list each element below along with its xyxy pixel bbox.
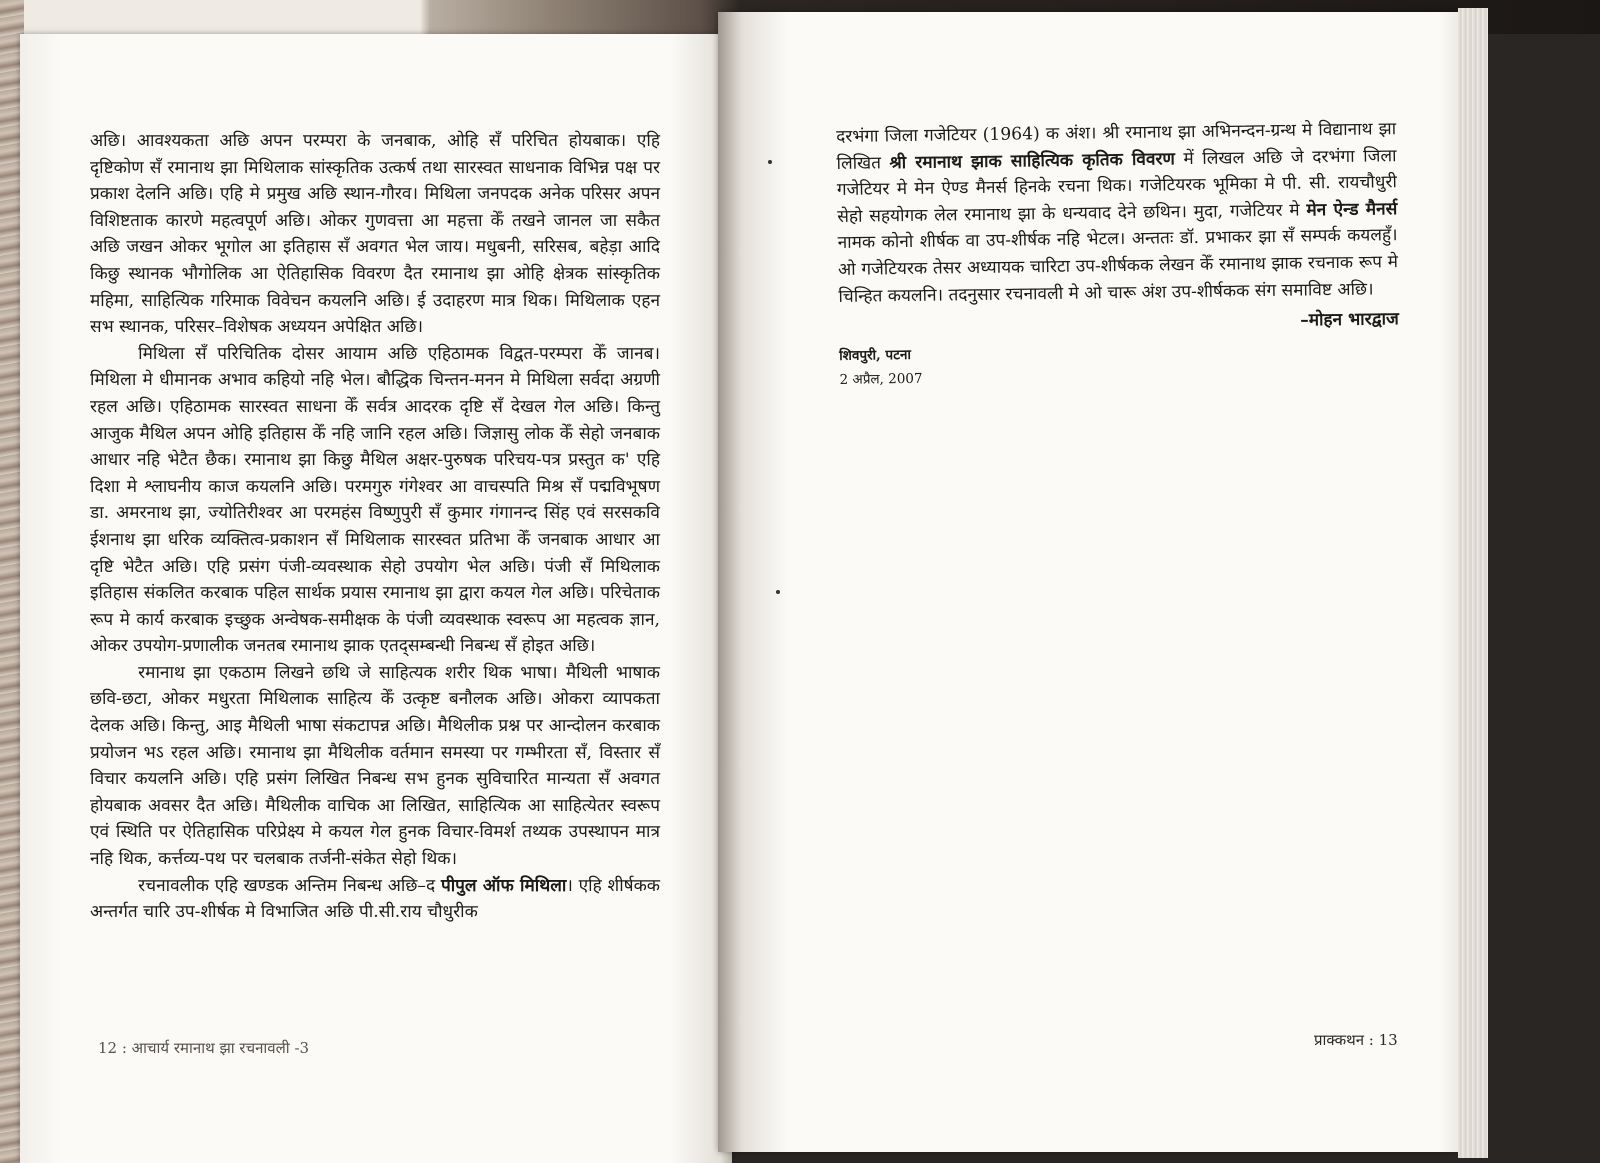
paragraph-1: अछि। आवश्यकता अछि अपन परम्परा के जनबाक, ओहि सँ परिचित होयबाक। एहि दृष्टिकोण सँ रमानाथ झा मिथिलाक सांस्कृतिक उत्कर्ष तथा सारस्वत साधनाक विभिन्न पक्ष पर प्रकाश देलनि अछि। एहि मे प्रमुख अछि स्थान-गौरव। मिथिला जनपदक अनेक परिसर अपन विशिष्टताक कारणे महत्वपूर्ण अछि। ओकर गुणवत्ता आ महत्ता केँ तखने जानल जा सकैत अछि जखन ओकर भूगोल आ इतिहास सँ अवगत भेल जाय। मधुबनी, सरिसब, बहेड़ा आदि किछु स्थानक भौगोलिक आ ऐतिहासिक विवरण दैत रमानाथ झा ओहि क्षेत्रक सांस्कृतिक महिमा, साहित्यिक गरिमाक विवेचन कयलनि अछि। ई उदाहरण मात्र थिक। मिथिलाक एहन सभ स्थानक, परिसर–विशेषक अध्ययन अपेक्षित अछि। [90,131,660,338]
right-page-text [836,116,1400,393]
right-page [718,12,1458,1152]
right-page-folio: प्राक्कथन : 13 [1314,1031,1398,1049]
signature: –मोहन भारद्वाज [1300,309,1399,331]
paragraph-2: मिथिला सँ परिचितिक दोसर आयाम अछि एहिठामक विद्वत-परम्परा केँ जानब। मिथिला मे धीमानक अभाव कहियो नहि भेल। बौद्धिक चिन्तन-मनन मे मिथिला सर्वदा अग्रणी रहल अछि। एहिठामक सारस्वत साधना केँ सर्वत्र आदरक दृष्टि सँ देखल गेल अछि। किन्तु आजुक मैथिल अपन ओहि इतिहास केँ नहि जानि रहल अछि। जिज्ञासु लोक केँ सेहो जनबाक आधार नहि भेटैत छैक। रमानाथ झा किछु मैथिल अक्षर-पुरुषक परिचय-पत्र प्रस्तुत क' एहि दिशा मे श्लाघनीय काज कयलनि अछि। परमगुरु गंगेश्वर आ वाचस्पति मिश्र सँ पद्मविभूषण डा. अमरनाथ झा, ज्योतिरीश्वर आ परमहंस विष्णुपुरी सँ कुमार गंगानन्द सिंह एवं सरसकवि ईशनाथ झा धरिक व्यक्तित्व-प्रकाशन सँ मिथिलाक सारस्वत प्रतिभा केँ जनबाक आधार आ दृष्टि भेटैत अछि। एहि प्रसंग पंजी-व्यवस्थाक सेहो उपयोग भेल अछि। पंजी सँ मिथिलाक इतिहास संकलित करबाक पहिल सार्थक प्रयास रमानाथ झा द्वारा कयल गेल अछि। परिचेताक रूप मे कार्य करबाक इच्छुक अन्वेषक-समीक्षक के पंजी व्यवस्थाक स्वरूप आ महत्वक ज्ञान, ओकर उपयोग-प्रणालीक जनतब रमानाथ झाक एतद्सम्बन्धी निबन्ध सँ होइत अछि। [90,343,660,657]
date: 2 अप्रैल, 2007 [839,370,923,388]
right-bold-1: श्री रमानाथ झाक साहित्यिक कृतिक विवरण [889,148,1176,173]
left-page-text [90,128,660,926]
paragraph-4-text-after: । एहि शीर्षकक अन्तर्गत चारि उप-शीर्षक मे विभाजित अछि पी.सी.राय चौधुरीक [90,875,661,923]
book-edge-right [1458,8,1488,1158]
left-page-folio: 12 : आचार्य रमानाथ झा रचनावली -3 [98,1039,310,1057]
paragraph-4-bold-title: पीपुल ऑफ मिथिला [440,875,567,896]
right-text-2: में लिखल अछि जे दरभंगा जिला गजेटियर मे मेन ऐण्ड मैनर्स हिनके रचना थिक। गजेटियरक भूमिका मे पी. सी. रायचौधुरी सेहो सहयोगक लेल रमानाथ झा के धन्यवाद देने छथिन। मुदा, गजेटियर मे [836,145,1398,227]
left-page [20,34,732,1163]
speck [768,160,772,164]
paragraph-4-text-before: रचनावलीक एहि खण्डक अन्तिम निबन्ध अछि–द [138,875,441,896]
speck [776,590,780,594]
right-bold-2: मेन ऐन्ड मैनर्स [1306,198,1398,221]
paragraph-4 [90,873,660,926]
right-paragraph [836,116,1399,310]
paragraph-3: रमानाथ झा एकठाम लिखने छथि जे साहित्यक शरीर थिक भाषा। मैथिली भाषाक छवि-छटा, ओकर मधुरता मिथिलाक साहित्य केँ उत्कृष्ट बनौलक अछि। ओकरा व्यापकता देलक अछि। किन्तु, आइ मैथिली भाषा संकटापन्न अछि। मैथिलीक प्रश्न पर आन्दोलन करबाक प्रयोजन भऽ रहल अछि। रमानाथ झा मैथिलीक वर्तमान समस्या पर गम्भीरता सँ, विस्तार सँ विचार कयलनि अछि। एहि प्रसंग लिखित निबन्ध सभ हुनक सुविचारित मान्यता सँ अवगत होयबाक अवसर दैत अछि। मैथिलीक वाचिक आ लिखित, साहित्यिक आ साहित्येतर स्वरूप एवं स्थिति पर ऐतिहासिक परिप्रेक्ष्य मे कयल गेल हुनक विचार-विमर्श तथ्यक उपस्थापन मात्र नहि थिक, कर्त्तव्य-पथ पर चलबाक तर्जनी-संकेत सेहो थिक। [90,662,660,870]
right-text-3: नामक कोनो शीर्षक वा उप-शीर्षक नहि भेटल। अन्ततः डॉ. प्रभाकर झा सँ सम्पर्क कयलहुँ। ओ गजेटियरक तेसर अध्यायक चारिटा उप-शीर्षकक लेखन केँ रमानाथ झाक रचनाक रूप मे चिन्हित कयलनि। तदनुसार रचनावली मे ओ चारू अंश उप-शीर्षकक संग समाविष्ट अछि। [837,225,1399,307]
place: शिवपुरी, पटना [839,346,912,364]
right-text-1: दरभंगा जिला गजेटियर (1964) क अंश। श्री रमानाथ झा अभिनन्दन-ग्रन्थ मे विद्यानाथ झा लिखित [836,119,1397,174]
